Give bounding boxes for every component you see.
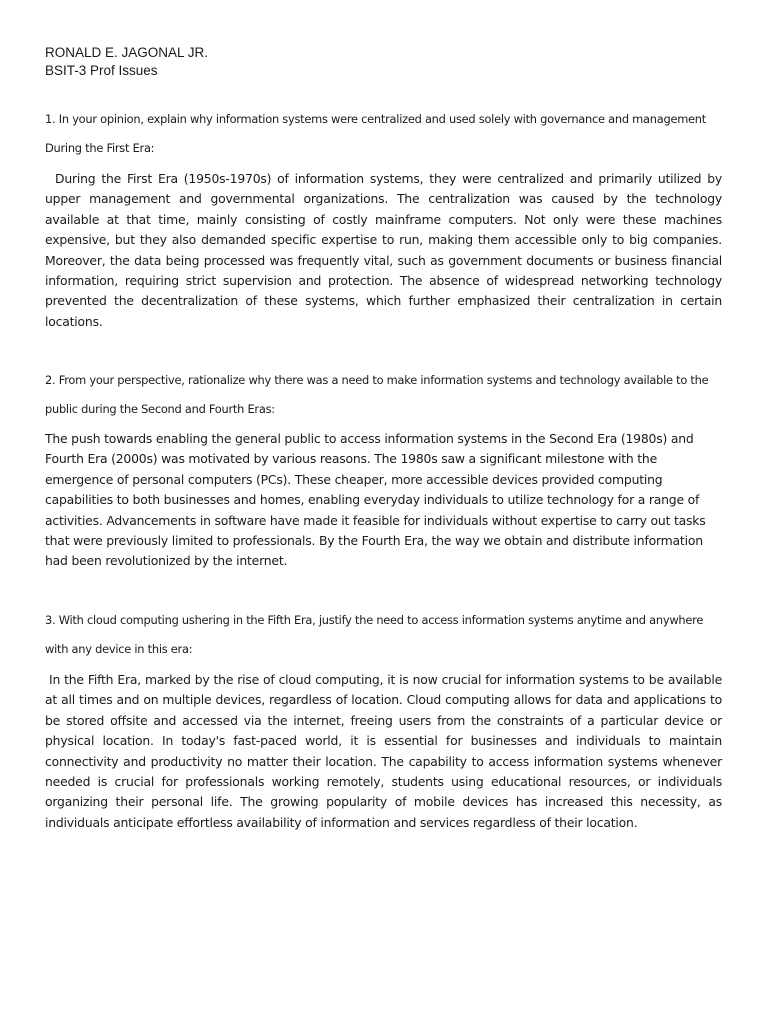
author-name: RONALD E. JAGONAL JR. (45, 45, 209, 60)
answer-1: During the First Era (1950s-1970s) of information systems, they were centralized and primarily utilized by upper management and governmental organizations. The centralization was caused by the technology available at that time, mainly consisting of costly mainframe computers. Not only were these machines expensive, but they also demanded specific expertise to run, making them accessible only to big companies. Moreover, the data being processed was frequently vital, such as government documents or business financial information, requiring strict supervision and protection. The absence of widespread networking technology prevented the decentralization of these systems, which further emphasized their centralization in certain locations. (45, 171, 722, 329)
question-1: 1. In your opinion, explain why information systems were centralized and used solely with governance and management During the First Era: (45, 112, 706, 155)
document-header (45, 44, 208, 80)
question-2: 2. From your perspective, rationalize why there was a need to make information systems and technology available to the public during the Second and Fourth Eras: (45, 373, 709, 416)
answer-2: The push towards enabling the general public to access information systems in the Second Era (1980s) and Fourth Era (2000s) was motivated by various reasons. The 1980s saw a significant milestone with the emergence of personal computers (PCs). These cheaper, more accessible devices provided computing capabilities to both businesses and homes, enabling everyday individuals to utilize technology for a range of activities. Advancements in software have made it feasible for individuals without expertise to carry out tasks that were previously limited to professionals. By the Fourth Era, the way we obtain and distribute information had been revolutionized by the internet. (45, 431, 706, 569)
answer-3: In the Fifth Era, marked by the rise of cloud computing, it is now crucial for information systems to be available at all times and on multiple devices, regardless of location. Cloud computing allows for data and applications to be stored offsite and accessed via the internet, freeing users from the constraints of a particular device or physical location. In today's fast-paced world, it is essential for businesses and individuals to maintain connectivity and productivity no matter their location. The capability to access information systems whenever needed is crucial for professionals working remotely, students using educational resources, or individuals organizing their personal life. The growing popularity of mobile devices has increased this necessity, as individuals anticipate effortless availability of information and services regardless of their location. (45, 672, 722, 830)
question-3: 3. With cloud computing ushering in the Fifth Era, justify the need to access information systems anytime and anywhere with any device in this era: (45, 613, 704, 656)
course-title: BSIT-3 Prof Issues (45, 63, 158, 78)
